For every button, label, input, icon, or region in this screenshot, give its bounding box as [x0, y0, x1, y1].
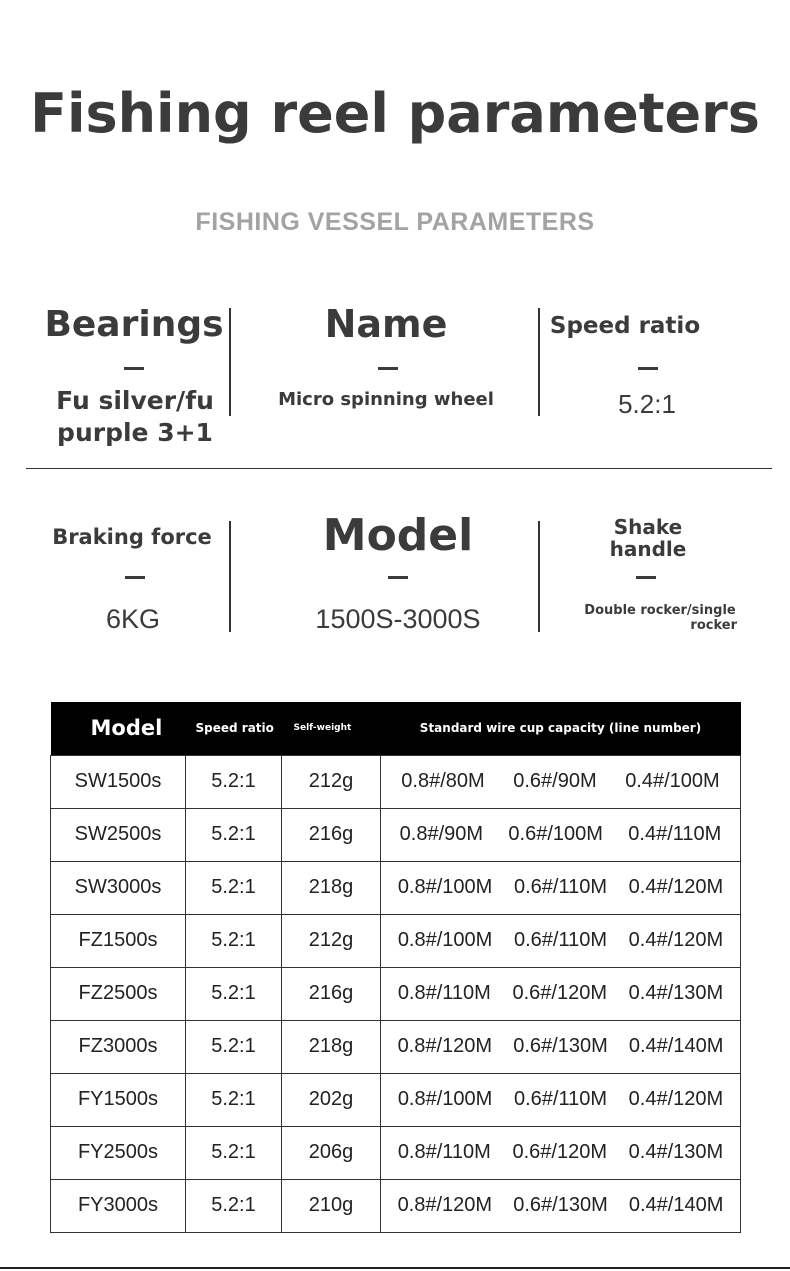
col-header-model: Model — [51, 702, 186, 755]
table-row — [51, 808, 741, 861]
braking-force-value: 6KG — [105, 604, 161, 634]
spec-table — [50, 702, 741, 1233]
capacity-value: 0.6#/110M — [513, 876, 607, 898]
shake-handle-dash — [636, 576, 656, 579]
capacity-values — [381, 770, 740, 793]
shake-handle-label-line2: handle — [609, 537, 687, 561]
table-row — [51, 1126, 741, 1179]
cell-model: SW2500s — [51, 808, 186, 861]
capacity-values — [381, 929, 740, 952]
capacity-value: 0.6#/90M — [513, 770, 597, 792]
cell-model: FZ1500s — [51, 914, 186, 967]
shake-handle-value-line1: Double rocker/single — [584, 603, 736, 618]
cell-capacity — [381, 967, 741, 1020]
cell-self-weight: 216g — [282, 808, 381, 861]
capacity-value: 0.4#/130M — [628, 982, 724, 1004]
capacity-values — [381, 1141, 740, 1164]
cell-capacity — [381, 755, 741, 808]
cell-model: FY1500s — [51, 1073, 186, 1126]
table-row — [51, 967, 741, 1020]
braking-force-dash — [125, 576, 145, 579]
cell-speed-ratio: 5.2:1 — [186, 1073, 282, 1126]
shake-handle-value — [570, 603, 750, 633]
cell-capacity — [381, 1179, 741, 1232]
shake-handle-label — [588, 516, 708, 560]
cell-capacity — [381, 1020, 741, 1073]
capacity-value: 0.4#/110M — [628, 823, 722, 845]
cell-model: FZ3000s — [51, 1020, 186, 1073]
model-value: 1500S-3000S — [315, 604, 481, 634]
cell-capacity — [381, 1126, 741, 1179]
shake-handle-label-line1: Shake — [613, 515, 683, 539]
capacity-value: 0.6#/100M — [508, 823, 603, 845]
cell-speed-ratio: 5.2:1 — [186, 808, 282, 861]
capacity-values — [381, 823, 740, 846]
col-header-capacity: Standard wire cup capacity (line number) — [381, 702, 741, 755]
cell-speed-ratio: 5.2:1 — [186, 967, 282, 1020]
capacity-value: 0.8#/110M — [397, 982, 491, 1004]
cell-self-weight: 212g — [282, 755, 381, 808]
capacity-value: 0.8#/110M — [397, 1141, 491, 1163]
speed-ratio-dash — [638, 367, 658, 370]
capacity-value: 0.6#/110M — [513, 1088, 607, 1110]
capacity-value: 0.8#/100M — [397, 1088, 493, 1110]
capacity-value: 0.4#/130M — [628, 1141, 724, 1163]
capacity-values — [381, 982, 740, 1005]
cell-model: FZ2500s — [51, 967, 186, 1020]
capacity-values — [381, 1194, 740, 1217]
table-row — [51, 1073, 741, 1126]
table-row — [51, 914, 741, 967]
name-value: Micro spinning wheel — [278, 389, 494, 410]
capacity-value: 0.8#/100M — [397, 929, 493, 951]
cell-speed-ratio: 5.2:1 — [186, 1126, 282, 1179]
capacity-values — [381, 876, 740, 899]
section-separator — [26, 468, 772, 469]
cell-self-weight: 216g — [282, 967, 381, 1020]
bearings-value-line2: purple 3+1 — [57, 418, 213, 447]
divider — [229, 521, 231, 632]
cell-capacity — [381, 1073, 741, 1126]
shake-handle-value-line2: rocker — [690, 618, 737, 633]
cell-self-weight: 218g — [282, 1020, 381, 1073]
cell-speed-ratio: 5.2:1 — [186, 861, 282, 914]
capacity-value: 0.4#/120M — [628, 1088, 724, 1110]
table-row — [51, 755, 741, 808]
cell-self-weight: 210g — [282, 1179, 381, 1232]
capacity-value: 0.8#/80M — [401, 770, 485, 792]
capacity-value: 0.6#/110M — [513, 929, 607, 951]
capacity-values — [381, 1035, 740, 1058]
braking-force-label: Braking force — [52, 525, 212, 549]
col-header-self-weight: Self-weight — [282, 702, 381, 755]
table-row — [51, 861, 741, 914]
cell-model: SW3000s — [51, 861, 186, 914]
model-label: Model — [322, 510, 474, 561]
name-label: Name — [324, 302, 448, 346]
col-header-speed-ratio: Speed ratio — [186, 702, 282, 755]
cell-speed-ratio: 5.2:1 — [186, 1179, 282, 1232]
cell-speed-ratio: 5.2:1 — [186, 755, 282, 808]
cell-self-weight: 202g — [282, 1073, 381, 1126]
divider — [538, 521, 540, 632]
capacity-value: 0.8#/90M — [399, 823, 484, 845]
capacity-value: 0.8#/120M — [397, 1194, 493, 1216]
capacity-value: 0.6#/120M — [512, 1141, 607, 1163]
capacity-value: 0.6#/120M — [512, 982, 607, 1004]
page-subtitle: FISHING VESSEL PARAMETERS — [195, 208, 595, 236]
table-row — [51, 1020, 741, 1073]
capacity-value: 0.4#/100M — [625, 770, 720, 792]
capacity-values — [381, 1088, 740, 1111]
table-row — [51, 1179, 741, 1232]
cell-capacity — [381, 808, 741, 861]
bearings-value — [30, 385, 240, 449]
cell-self-weight: 218g — [282, 861, 381, 914]
bearings-label: Bearings — [44, 304, 224, 345]
cell-self-weight: 206g — [282, 1126, 381, 1179]
table-header-row — [51, 702, 741, 755]
model-dash — [388, 576, 408, 579]
divider — [229, 308, 231, 416]
capacity-value: 0.4#/140M — [628, 1035, 724, 1057]
cell-model: FY2500s — [51, 1126, 186, 1179]
cell-speed-ratio: 5.2:1 — [186, 914, 282, 967]
cell-self-weight: 212g — [282, 914, 381, 967]
cell-capacity — [381, 861, 741, 914]
capacity-value: 0.4#/120M — [628, 876, 724, 898]
bearings-dash — [124, 367, 144, 370]
name-dash — [378, 367, 398, 370]
cell-capacity — [381, 914, 741, 967]
capacity-value: 0.6#/130M — [513, 1035, 608, 1057]
capacity-value: 0.4#/120M — [628, 929, 724, 951]
bottom-border — [0, 1267, 790, 1269]
capacity-value: 0.8#/100M — [397, 876, 493, 898]
capacity-value: 0.8#/120M — [397, 1035, 493, 1057]
speed-ratio-label: Speed ratio — [549, 313, 701, 339]
bearings-value-line1: Fu silver/fu — [56, 386, 214, 415]
cell-model: SW1500s — [51, 755, 186, 808]
capacity-value: 0.4#/140M — [628, 1194, 724, 1216]
cell-model: FY3000s — [51, 1179, 186, 1232]
speed-ratio-value: 5.2:1 — [618, 389, 676, 419]
cell-speed-ratio: 5.2:1 — [186, 1020, 282, 1073]
page-title: Fishing reel parameters — [30, 82, 760, 145]
capacity-value: 0.6#/130M — [513, 1194, 608, 1216]
